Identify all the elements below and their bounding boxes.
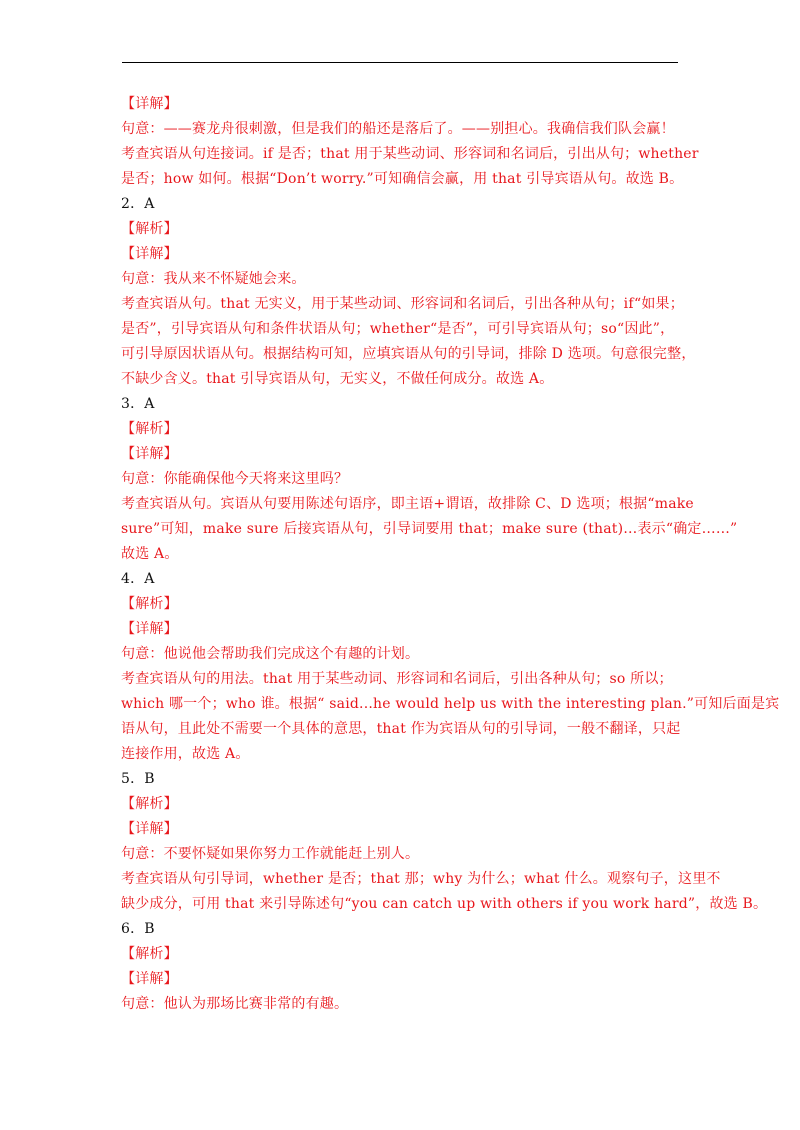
text-line: 句意：你能确保他今天将来这里吗？ — [121, 471, 349, 487]
text-line: 句意：——赛龙舟很刺激，但是我们的船还是落后了。——别担心。我确信我们队会赢！ — [121, 121, 675, 137]
text-line: 连接作用，故选 A。 — [121, 746, 250, 762]
text-line: 句意：他说他会帮助我们完成这个有趣的计划。 — [121, 646, 420, 662]
text-line: 【解析】 — [121, 946, 178, 962]
text-line: 【详解】 — [121, 971, 178, 987]
text-line: 故选 A。 — [121, 546, 179, 562]
text-line: 考查宾语从句。宾语从句要用陈述句语序，即主语+谓语，故排除 C、D 选项；根据“make — [121, 496, 694, 512]
text-line: 是否；how 如何。根据“Don’t worry.”可知确信会赢，用 that 引导宾语从句。故选 B。 — [121, 171, 684, 187]
text-line: 【解析】 — [121, 221, 178, 237]
text-line: 【详解】 — [121, 621, 178, 637]
text-line: 是否”，引导宾语从句和条件状语从句；whether“是否”，可引导宾语从句；so“因此”， — [121, 321, 675, 337]
text-line: 【解析】 — [121, 421, 178, 437]
text-line: 不缺少含义。that 引导宾语从句，无实义，不做任何成分。故选 A。 — [121, 371, 554, 387]
question-number: 3．A — [121, 396, 155, 412]
text-line: 【详解】 — [121, 821, 178, 837]
text-line: 句意：他认为那场比赛非常的有趣。 — [121, 996, 349, 1012]
text-line: 缺少成分，可用 that 来引导陈述句“you can catch up with others if you work hard”，故选 B。 — [121, 896, 768, 912]
text-line: 【详解】 — [121, 246, 178, 262]
text-line: which 哪一个；who 谁。根据“ said...he would help us with the interesting plan.”可知后面是宾 — [121, 696, 780, 712]
text-line: 考查宾语从句引导词，whether 是否；that 那；why 为什么；what 什么。观察句子，这里不 — [121, 871, 721, 887]
text-line: 【详解】 — [121, 446, 178, 462]
text-line: 【解析】 — [121, 796, 178, 812]
question-number: 5．B — [121, 771, 155, 787]
text-line: 考查宾语从句。that 无实义，用于某些动词、形容词和名词后，引出各种从句；if“如果； — [121, 296, 684, 312]
question-number: 4．A — [121, 571, 155, 587]
text-line: 考查宾语从句的用法。that 用于某些动词、形容词和名词后，引出各种从句；so 所以； — [121, 671, 673, 687]
question-number: 2．A — [121, 196, 155, 212]
text-line: 句意：我从来不怀疑她会来。 — [121, 271, 306, 287]
header-rule — [122, 62, 678, 63]
text-line: 语从句，且此处不需要一个具体的意思，that 作为宾语从句的引导词，一般不翻译，只起 — [121, 721, 681, 737]
answer-text-body — [121, 92, 780, 1017]
text-line: 【详解】 — [121, 96, 178, 112]
question-number: 6．B — [121, 921, 155, 937]
text-line: 句意：不要怀疑如果你努力工作就能赶上别人。 — [121, 846, 420, 862]
text-line: 【解析】 — [121, 596, 178, 612]
text-line: 可引导原因状语从句。根据结构可知，应填宾语从句的引导词，排除 D 选项。句意很完整， — [121, 346, 696, 362]
text-line: sure”可知，make sure 后接宾语从句，引导词要用 that；make sure (that)…表示“确定……” — [121, 521, 738, 537]
text-line: 考查宾语从句连接词。if 是否；that 用于某些动词、形容词和名词后，引出从句；whether — [121, 146, 699, 162]
